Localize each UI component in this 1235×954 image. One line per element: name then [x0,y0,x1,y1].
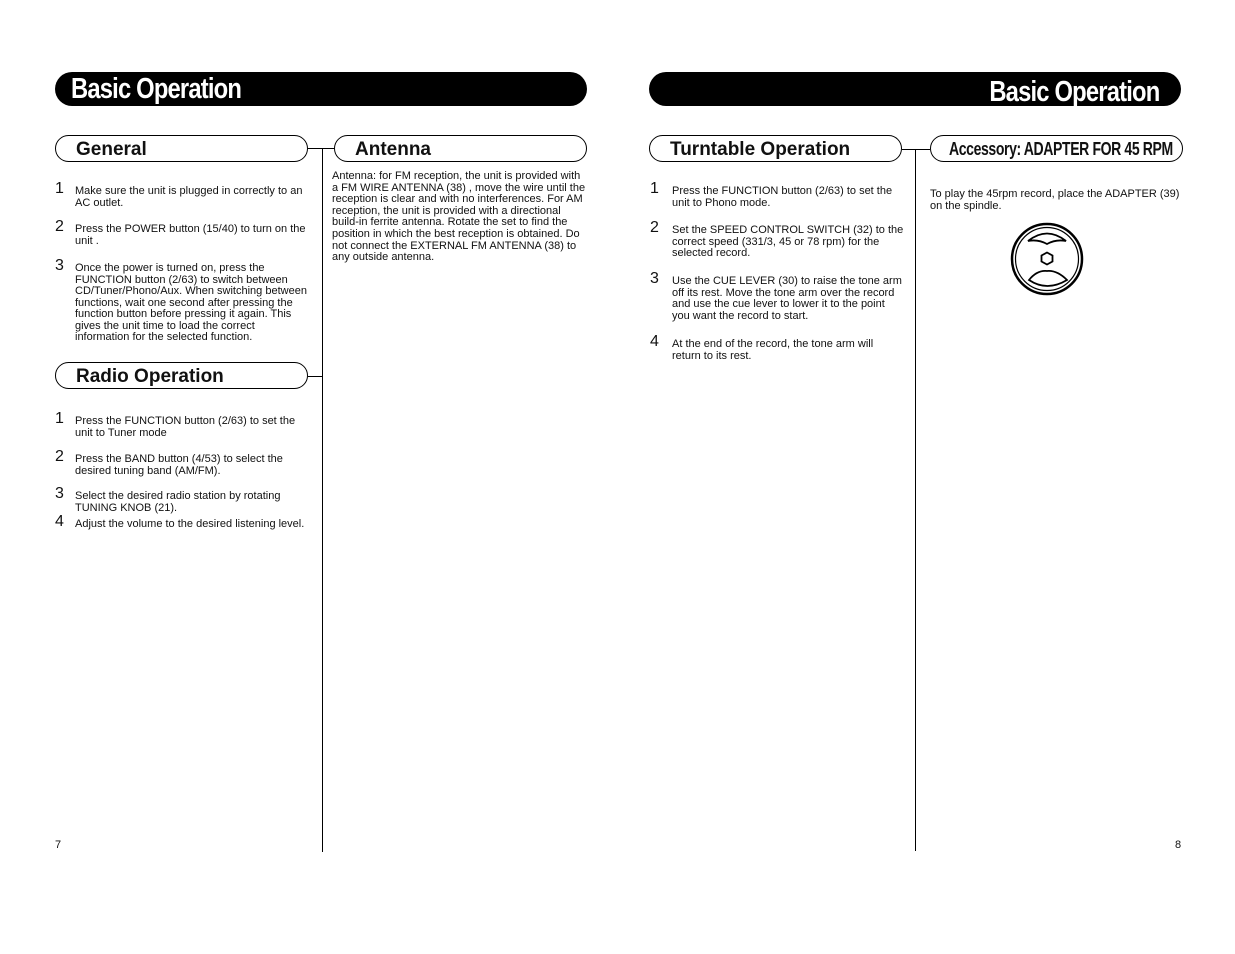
left-page-header-title: Basic Operation [71,73,242,105]
step-number: 2 [650,219,659,236]
turntable-section-title: Turntable Operation [670,139,851,160]
radio-section-header [55,362,308,389]
step-text: Make sure the unit is plugged in correctly to an AC outlet. [75,185,303,209]
page-number-left: 7 [55,839,62,851]
general-section-title: General [76,139,147,160]
step-number: 1 [55,410,64,427]
accessory-text: To play the 45rpm record, place the ADAPTER (39) on the spindle. [930,188,1180,212]
accessory-section-title: Accessory: ADAPTER FOR 45 RPM [949,139,1173,159]
antenna-text: Antenna: for FM reception, the unit is provided with a FM WIRE ANTENNA (38) , move the wire until the reception is clear and with no interferences. For AM reception, the unit is provided with a directional build-in ferrite antenna. Rotate the set to find the position in which the best reception is obtained. Do not connect the EXTERNAL FM ANTENNA (38) to any outside antenna. [332,170,586,264]
step-text: Select the desired radio station by rotating TUNING KNOB (21). [75,490,281,514]
connector-line [902,149,915,150]
step-text: Set the SPEED CONTROL SWITCH (32) to the correct speed (331/3, 45 or 78 rpm) for the selected record. [672,224,904,259]
connector-line [308,376,322,377]
step-number: 4 [650,333,659,350]
step-number: 1 [650,180,659,197]
step-text: Press the FUNCTION button (2/63) to set the unit to Tuner mode [75,415,296,439]
connector-line [308,148,322,149]
right-page-header-banner [649,72,1181,106]
step-text: Press the BAND button (4/53) to select the desired tuning band (AM/FM). [75,453,283,477]
step-number: 3 [55,257,64,274]
step-text: Use the CUE LEVER (30) to raise the tone arm off its rest. Move the tone arm over the record and use the cue lever to lower it to the point you want the record to start. [672,275,902,322]
antenna-section-title: Antenna [355,139,431,160]
step-text: Press the POWER button (15/40) to turn on the unit . [75,223,306,247]
column-divider [915,149,916,851]
radio-section-title: Radio Operation [76,366,224,387]
step-text: At the end of the record, the tone arm will return to its rest. [672,338,874,362]
step-text: Press the FUNCTION button (2/63) to set the unit to Phono mode. [672,185,893,209]
left-page-header-banner [55,72,587,106]
step-text: Once the power is turned on, press the FUNCTION button (2/63) to switch between CD/Tuner/Phono/Aux. When switching between functions, wait one second after pressing the function button before pressing it again. This gives the unit time to load the correct information for the selected function. [75,262,307,343]
turntable-section-header [649,135,902,162]
antenna-section-header [334,135,587,162]
column-divider [322,148,323,852]
connector-line [322,148,334,149]
accessory-section-header [930,135,1183,162]
step-number: 1 [55,180,64,197]
step-number: 2 [55,448,64,465]
connector-line [915,149,930,150]
step-number: 4 [55,513,64,530]
45rpm-adapter-icon [1010,222,1084,296]
step-number: 3 [55,485,64,502]
step-text: Adjust the volume to the desired listening level. [75,518,305,530]
step-number: 2 [55,218,64,235]
step-number: 3 [650,270,659,287]
page-number-right: 8 [1175,839,1182,851]
general-section-header [55,135,308,162]
right-page-header-title: Basic Operation [988,76,1159,108]
